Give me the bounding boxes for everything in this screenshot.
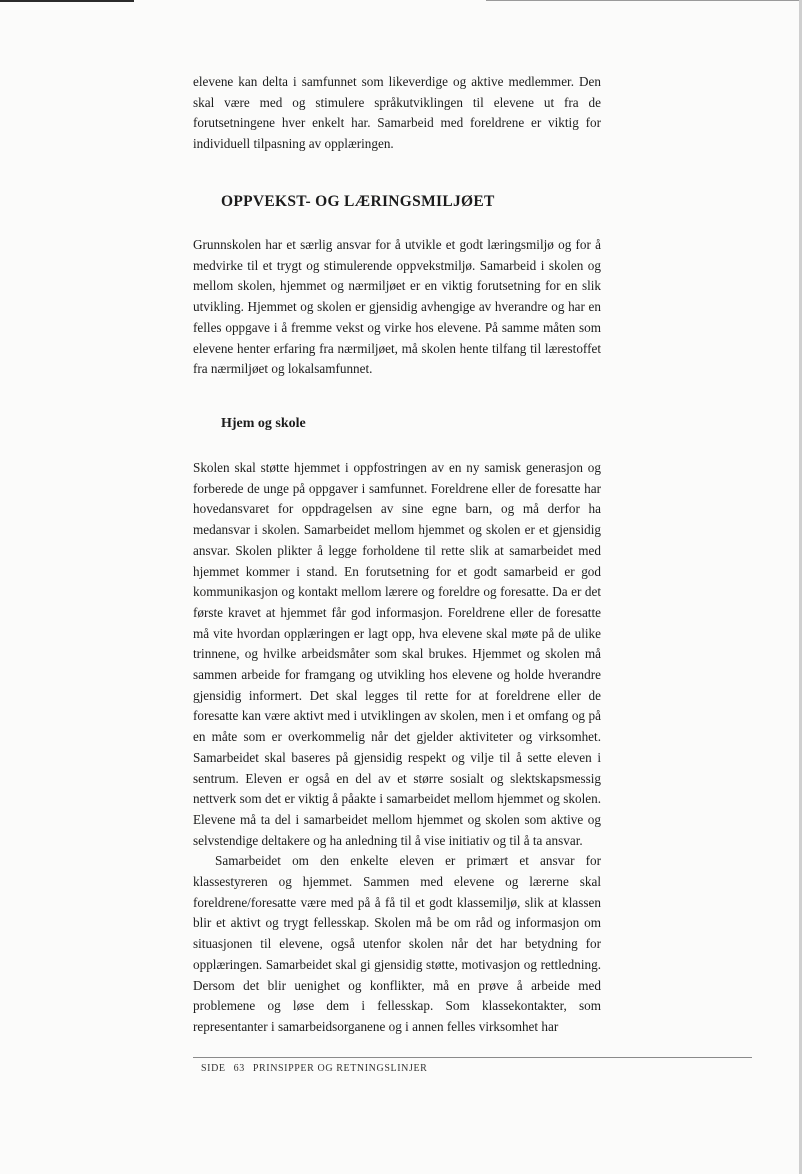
intro-paragraph: elevene kan delta i samfunnet som likeverdige og aktive medlemmer. Den skal være med og stimulere språkutviklingen til elevene ut fra de forutsetningene hver enkelt har. Samarbeid med foreldrene er viktig for individuell tilpasning av opplæringen. [193, 74, 601, 152]
page-footer [201, 1063, 435, 1074]
running-title: PRINSIPPER OG RETNINGSLINJER [252, 1063, 428, 1074]
scan-top-edge-right [486, 0, 802, 1]
footer-rule [193, 1057, 752, 1058]
footer-side-label: SIDE [201, 1063, 226, 1074]
scan-top-edge-left [0, 0, 134, 2]
subsection-body [193, 458, 601, 1038]
subsection-paragraph-1: Skolen skal støtte hjemmet i oppfostringen av en ny samisk generasjon og forberede de unge på oppgaver i samfunnet. Foreldrene eller de foresatte har hovedansvaret for oppdragelsen av sine egne barn, og må derfor ha medansvar i skolen. Samarbeidet mellom hjemmet og skolen er et gjensidig ansvar. Skolen plikter å legge forholdene til rette slik at samarbeidet med hjemmet kommer i stand. En forutsetning for et godt samarbeid er god kommunikasjon og kontakt mellom lærere og foreldre og foresatte. Da er det første kravet at hjemmet får god informasjon. Foreldrene eller de foresatte må vite hvordan opplæringen er lagt opp, hva elevene skal møte på de ulike trinnene, og hvilke arbeidsmåter som skal brukes. Hjemmet og skolen må sammen arbeide for framgang og utvikling hos elevene og holde hverandre gjensidig informert. Det skal legges til rette for at foreldrene eller de foresatte kan være aktivt med i utviklingen av skolen, men i et omfang og på en måte som er overkommelig når det gjelder aktiviteter og virksomhet. Samarbeidet skal baseres på gjensidig respekt og vilje til å sette eleven i sentrum. Eleven er også en del av et større sosialt og slektskapsmessig nettverk som det er viktig å påakte i samarbeidet mellom hjemmet og skolen. Elevene må ta del i samarbeidet mellom hjemmet og skolen som aktive og selvstendige deltakere og ha anledning til å vise initiativ og til å ta ansvar. [193, 460, 601, 848]
section-paragraph: Grunnskolen har et særlig ansvar for å utvikle et godt læringsmiljø og for å medvirke til et trygt og stimulerende oppvekstmiljø. Samarbeid i skolen og mellom skolen, hjemmet og nærmiljøet er en viktig forutsetning for en slik utvikling. Hjemmet og skolen er gjensidig avhengige av hverandre og har en felles oppgave i å fremme vekst og virke hos elevene. På samme måten som elevene henter erfaring fra nærmiljøet, må skolen hente tilfang til lærestoffet fra nærmiljøet og lokalsamfunnet. [193, 237, 601, 377]
subsection-heading: Hjem og skole [221, 416, 306, 431]
section-body [193, 235, 601, 380]
page-number: 63 [233, 1063, 245, 1074]
subsection-paragraph-2: Samarbeidet om den enkelte eleven er primært et ansvar for klassestyreren og hjemmet. Sammen med elevene og lærerne skal foreldrene/foresatte være med på å få til et godt klassemiljø, slik at klassen blir et aktivt og trygt fellesskap. Skolen må be om råd og informasjon om situasjonen til elevene, også utenfor skolen når det har betydning for opplæringen. Samarbeidet skal gi gjensidig støtte, motivasjon og rettledning. Dersom det blir uenighet og konflikter, må en prøve å arbeide med problemene og løse dem i fellesskap. Som klassekontakter, som representanter i samarbeidsorganene og i annen felles virksomhet har [193, 853, 601, 1034]
section-heading: OPPVEKST- OG LÆRINGSMILJØET [221, 193, 495, 210]
intro-block [193, 72, 601, 155]
